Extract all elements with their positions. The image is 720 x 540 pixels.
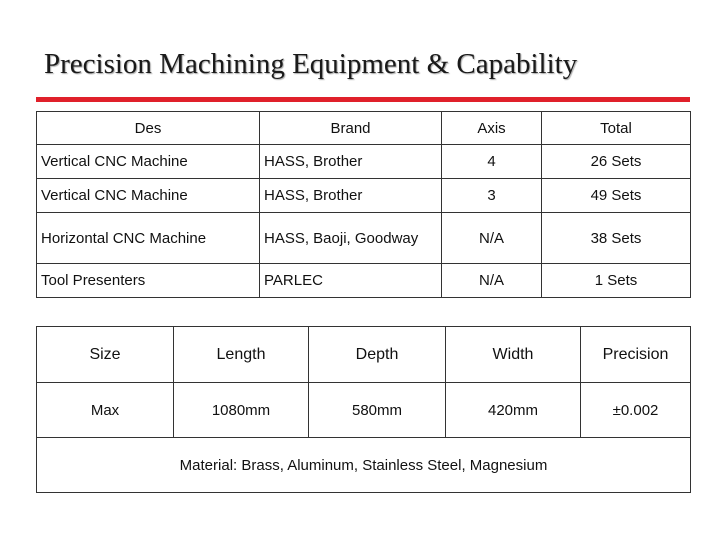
cell-axis: 3 <box>442 179 542 213</box>
table-row <box>37 145 691 179</box>
cell-size: Max <box>37 383 174 438</box>
cell-des: Horizontal CNC Machine <box>37 213 260 264</box>
header-total: Total <box>542 112 691 145</box>
table-row <box>37 179 691 213</box>
cell-total: 26 Sets <box>542 145 691 179</box>
cell-depth: 580mm <box>309 383 446 438</box>
title-underline <box>36 97 690 102</box>
capability-table <box>36 326 691 493</box>
cell-length: 1080mm <box>174 383 309 438</box>
table-row <box>37 383 691 438</box>
cell-brand: PARLEC <box>260 264 442 298</box>
header-des: Des <box>37 112 260 145</box>
equipment-table <box>36 111 691 298</box>
cell-des: Vertical CNC Machine <box>37 145 260 179</box>
page-title: Precision Machining Equipment & Capability <box>44 48 578 80</box>
table-row <box>37 264 691 298</box>
header-brand: Brand <box>260 112 442 145</box>
cell-axis: N/A <box>442 213 542 264</box>
header-width: Width <box>446 327 581 383</box>
cell-brand: HASS, Baoji, Goodway <box>260 213 442 264</box>
cell-total: 49 Sets <box>542 179 691 213</box>
cell-total: 38 Sets <box>542 213 691 264</box>
header-size: Size <box>37 327 174 383</box>
cell-brand: HASS, Brother <box>260 179 442 213</box>
material-note: Material: Brass, Aluminum, Stainless Steel, Magnesium <box>37 438 691 493</box>
material-row <box>37 438 691 493</box>
table-row <box>37 213 691 264</box>
header-precision: Precision <box>581 327 691 383</box>
cell-width: 420mm <box>446 383 581 438</box>
equipment-header-row <box>37 112 691 145</box>
cell-precision: ±0.002 <box>581 383 691 438</box>
cell-total: 1 Sets <box>542 264 691 298</box>
cell-axis: N/A <box>442 264 542 298</box>
cell-des: Tool Presenters <box>37 264 260 298</box>
header-length: Length <box>174 327 309 383</box>
header-axis: Axis <box>442 112 542 145</box>
capability-header-row <box>37 327 691 383</box>
header-depth: Depth <box>309 327 446 383</box>
cell-des: Vertical CNC Machine <box>37 179 260 213</box>
cell-brand: HASS, Brother <box>260 145 442 179</box>
cell-axis: 4 <box>442 145 542 179</box>
